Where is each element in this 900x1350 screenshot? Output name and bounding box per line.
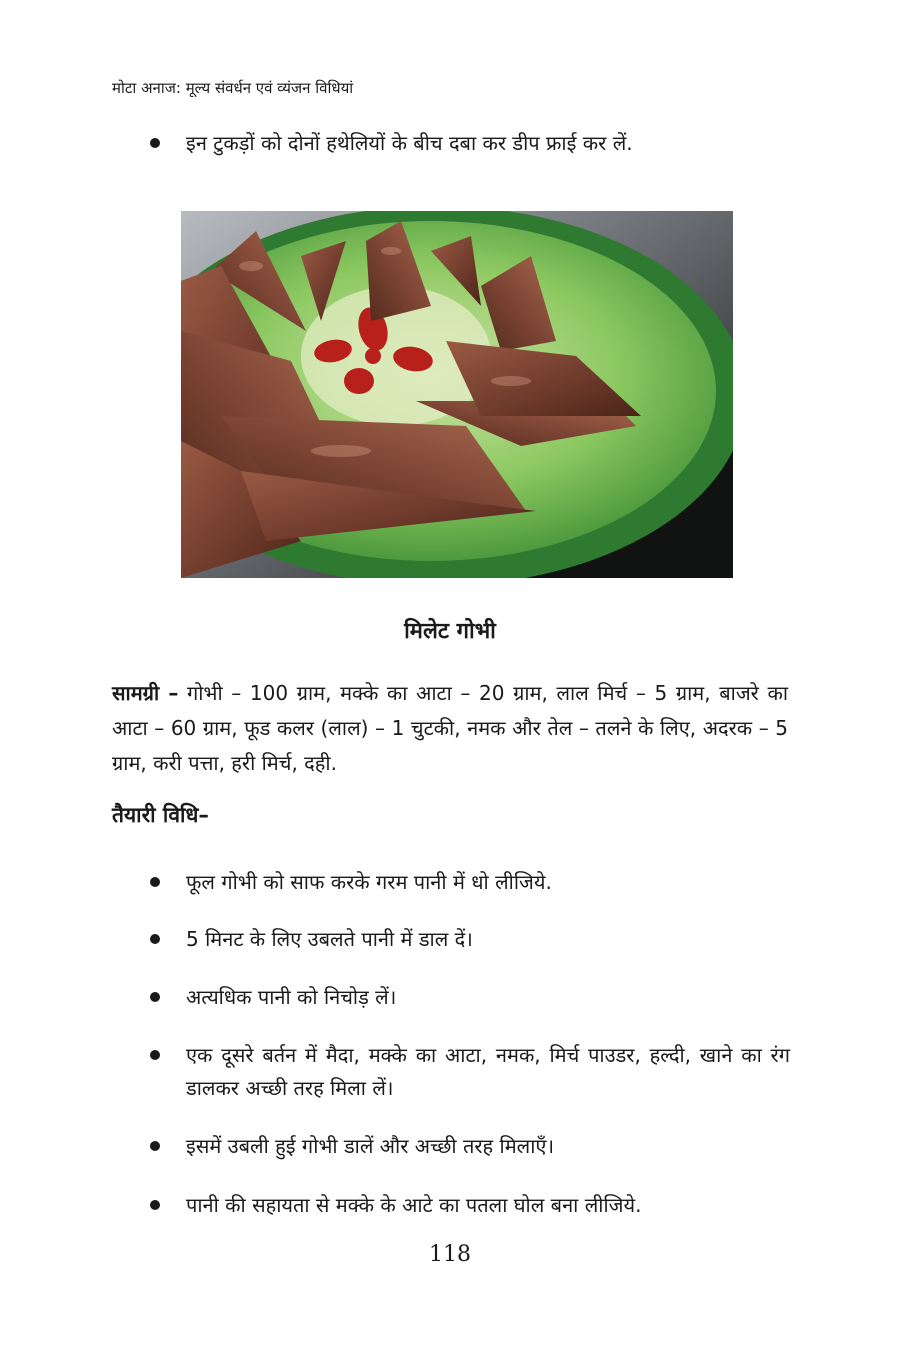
list-item bbox=[150, 981, 790, 1014]
list-item bbox=[150, 866, 790, 899]
step-text: 5 मिनट के लिए उबलते पानी में डाल दें। bbox=[186, 927, 473, 951]
step-text: एक दूसरे बर्तन में मैदा, मक्के का आटा, नमक, मिर्च पाउडर, हल्दी, खाने का रंग डालकर अच्छी तरह मिला लें। bbox=[186, 1043, 790, 1100]
recipe-title: मिलेट गोभी bbox=[404, 619, 496, 644]
list-item bbox=[150, 1130, 790, 1163]
method-heading: तैयारी विधि– bbox=[112, 803, 209, 827]
intro-step-item bbox=[150, 127, 790, 160]
ingredients-label: सामग्री – bbox=[112, 681, 179, 705]
step-text: इसमें उबली हुई गोभी डालें और अच्छी तरह मिलाएँ। bbox=[186, 1134, 555, 1158]
bullet-icon bbox=[150, 1200, 160, 1210]
running-header: मोटा अनाज: मूल्य संवर्धन एवं व्यंजन विधियां bbox=[112, 79, 354, 97]
bullet-icon bbox=[150, 934, 160, 944]
step-text: अत्यधिक पानी को निचोड़ लें। bbox=[186, 985, 397, 1009]
bullet-icon bbox=[150, 877, 160, 887]
bullet-icon bbox=[150, 138, 160, 148]
ingredients-paragraph bbox=[112, 676, 788, 781]
list-item bbox=[150, 1189, 790, 1222]
list-item bbox=[150, 923, 790, 956]
ingredients-text: गोभी – 100 ग्राम, मक्के का आटा – 20 ग्राम, लाल मिर्च – 5 ग्राम, बाजरे का आटा – 60 ग्राम, फूड कलर (लाल) – 1 चुटकी, नमक और तेल – तलने के लिए, अदरक – 5 ग्राम, करी पत्ता, हरी मिर्च, दही. bbox=[112, 681, 788, 775]
step-text: पानी की सहायता से मक्के के आटे का पतला घोल बना लीजिये. bbox=[186, 1193, 642, 1217]
step-text: फूल गोभी को साफ करके गरम पानी में धो लीजिये. bbox=[186, 870, 552, 894]
bullet-icon bbox=[150, 992, 160, 1002]
bullet-icon bbox=[150, 1050, 160, 1060]
intro-step-text: इन टुकड़ों को दोनों हथेलियों के बीच दबा कर डीप फ्राई कर लें. bbox=[186, 131, 633, 155]
page-number: 118 bbox=[429, 1242, 471, 1267]
list-item bbox=[150, 1039, 790, 1105]
bullet-icon bbox=[150, 1141, 160, 1151]
samosa-photo bbox=[181, 211, 733, 578]
